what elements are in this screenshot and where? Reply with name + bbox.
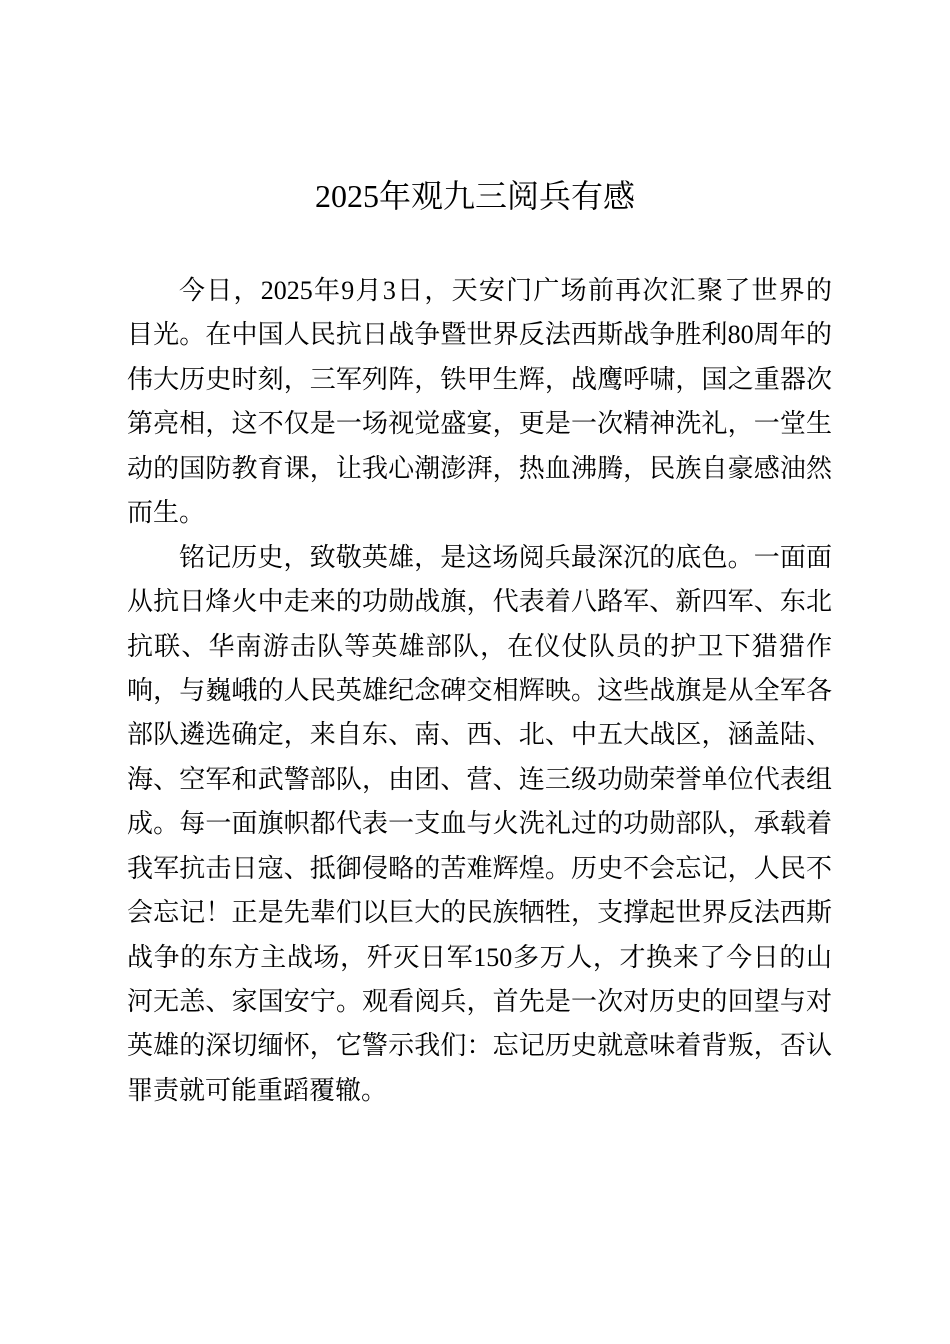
- text-line: 我军抗击日寇、抵御侵略的苦难辉煌。历史不会忘记，人民不: [127, 853, 832, 883]
- text-line: 响，与巍峨的人民英雄纪念碑交相辉映。这些战旗是从全军各: [127, 675, 832, 705]
- text-line: 伟大历史时刻，三军列阵，铁甲生辉，战鹰呼啸，国之重器次: [127, 364, 832, 394]
- text-line: 会忘记！正是先辈们以巨大的民族牺牲，支撑起世界反法西斯: [127, 898, 832, 928]
- text-line: 第亮相，这不仅是一场视觉盛宴，更是一次精神洗礼，一堂生: [127, 409, 832, 439]
- paragraph-1: [127, 269, 832, 536]
- text-line: 部队遴选确定，来自东、南、西、北、中五大战区，涵盖陆、: [127, 720, 832, 750]
- paragraph-2: [127, 536, 832, 1114]
- text-line: 罪责就可能重蹈覆辙。: [127, 1075, 388, 1105]
- text-line: 抗联、华南游击队等英雄部队，在仪仗队员的护卫下猎猎作: [127, 631, 832, 661]
- text-line: 目光。在中国人民抗日战争暨世界反法西斯战争胜利80周年的: [127, 320, 832, 350]
- text-line: 海、空军和武警部队，由团、营、连三级功勋荣誉单位代表组: [127, 764, 832, 794]
- document-title: 2025年观九三阅兵有感: [314, 178, 635, 214]
- text-line: 动的国防教育课，让我心潮澎湃，热血沸腾，民族自豪感油然: [127, 453, 832, 483]
- text-line: 英雄的深切缅怀，它警示我们：忘记历史就意味着背叛，否认: [127, 1031, 832, 1061]
- text-line: 成。每一面旗帜都代表一支血与火洗礼过的功勋部队，承载着: [127, 809, 832, 839]
- text-line: 从抗日烽火中走来的功勋战旗，代表着八路军、新四军、东北: [127, 587, 832, 617]
- text-line: 而生。: [127, 498, 206, 528]
- document-body: [127, 269, 832, 1113]
- text-line: 河无恙、家国安宁。观看阅兵，首先是一次对历史的回望与对: [127, 987, 832, 1016]
- text-line: 铭记历史，致敬英雄，是这场阅兵最深沉的底色。一面面: [179, 542, 832, 572]
- text-line: 今日，2025年9月3日，天安门广场前再次汇聚了世界的: [179, 276, 832, 305]
- text-line: 战争的东方主战场，歼灭日军150多万人，才换来了今日的山: [127, 942, 832, 972]
